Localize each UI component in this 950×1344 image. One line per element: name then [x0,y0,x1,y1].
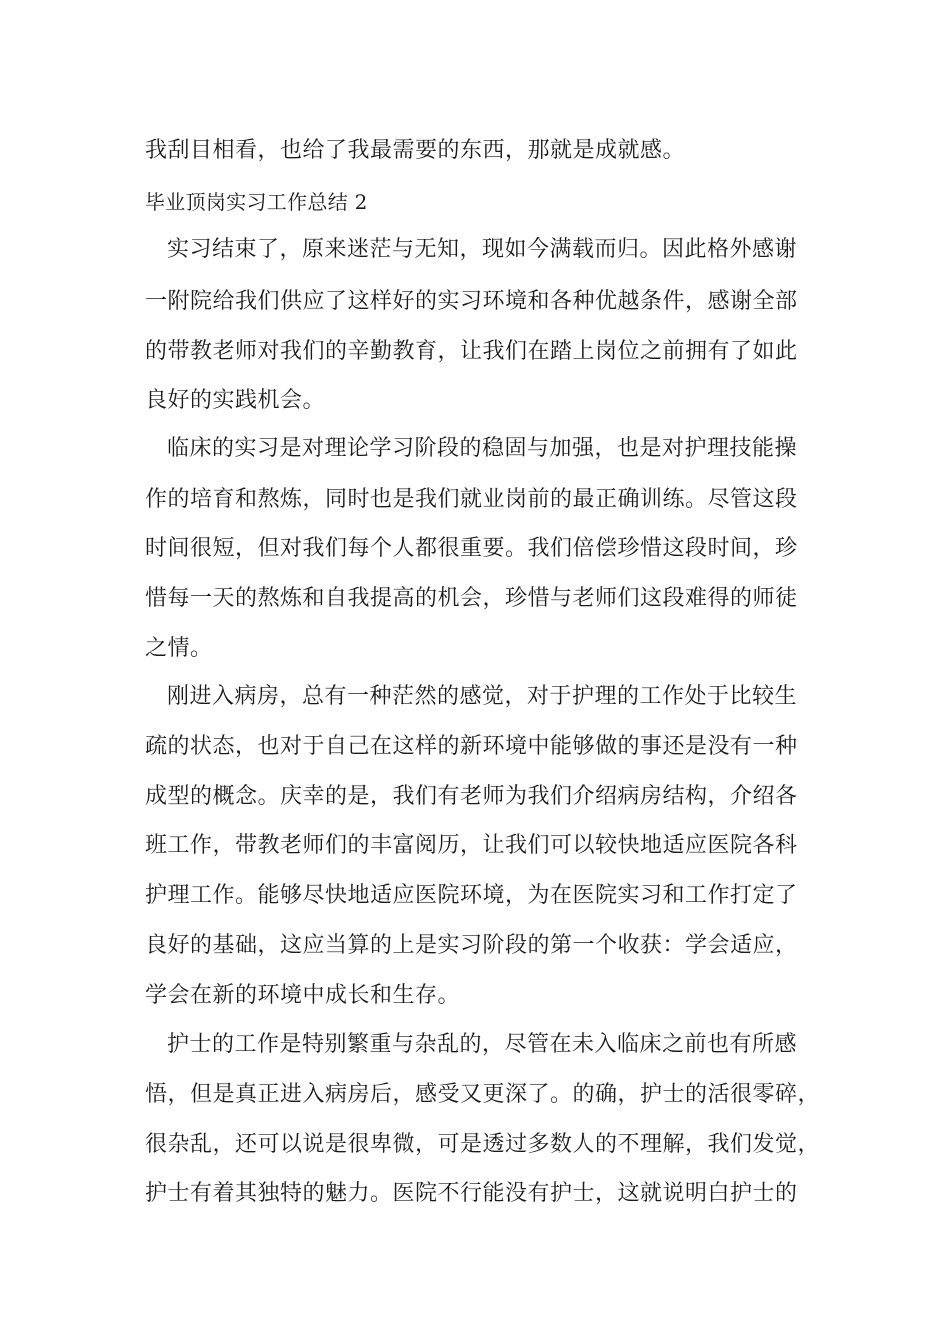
text-line: 之情。 [145,636,213,661]
text-line: 学会在新的环境中成长和生存。 [145,983,461,1008]
text-line: 时间很短，但对我们每个人都很重要。我们倍偿珍惜这段时间，珍 [145,536,798,561]
text-line: 成型的概念。庆幸的是，我们有老师为我们介绍病房结构，介绍各 [145,784,798,809]
text-line: 疏的状态，也对于自己在这样的新环境中能够做的事还是没有一种 [145,734,798,759]
text-line: 刚进入病房，总有一种茫然的感觉，对于护理的工作处于比较生 [167,684,798,709]
text-line: 班工作，带教老师们的丰富阅历，让我们可以较快地适应医院各科 [145,833,798,858]
text-line: 惜每一天的熬炼和自我提高的机会，珍惜与老师们这段难得的师徒 [145,586,798,611]
text-line: 我刮目相看，也给了我最需要的东西，那就是成就感。 [145,138,686,163]
text-line: 护理工作。能够尽快地适应医院环境，为在医院实习和工作打定了 [145,883,798,908]
text-line: 实习结束了，原来迷茫与无知，现如今满载而归。因此格外感谢 [167,237,798,262]
text-line: 作的培育和熬炼，同时也是我们就业岗前的最正确训练。尽管这段 [145,487,798,512]
text-line: 良好的实践机会。 [145,388,326,413]
text-line: 良好的基础，这应当算的上是实习阶段的第一个收获：学会适应， [145,933,798,958]
text-line: 一附院给我们供应了这样好的实习环境和各种优越条件，感谢全部 [145,289,798,314]
text-line: 悟，但是真正进入病房后，感受又更深了。的确，护士的活很零碎， [145,1082,821,1107]
section-title: 毕业顶岗实习工作总结 2 [145,190,368,214]
text-line: 临床的实习是对理论学习阶段的稳固与加强，也是对护理技能操 [167,436,798,461]
text-line: 护士的工作是特别繁重与杂乱的，尽管在未入临床之前也有所感 [167,1032,798,1057]
text-line: 很杂乱，还可以说是很卑微，可是透过多数人的不理解，我们发觉， [145,1132,821,1157]
text-line: 护士有着其独特的魅力。医院不行能没有护士，这就说明白护士的 [145,1181,798,1206]
text-line: 的带教老师对我们的辛勤教育，让我们在踏上岗位之前拥有了如此 [145,339,798,364]
